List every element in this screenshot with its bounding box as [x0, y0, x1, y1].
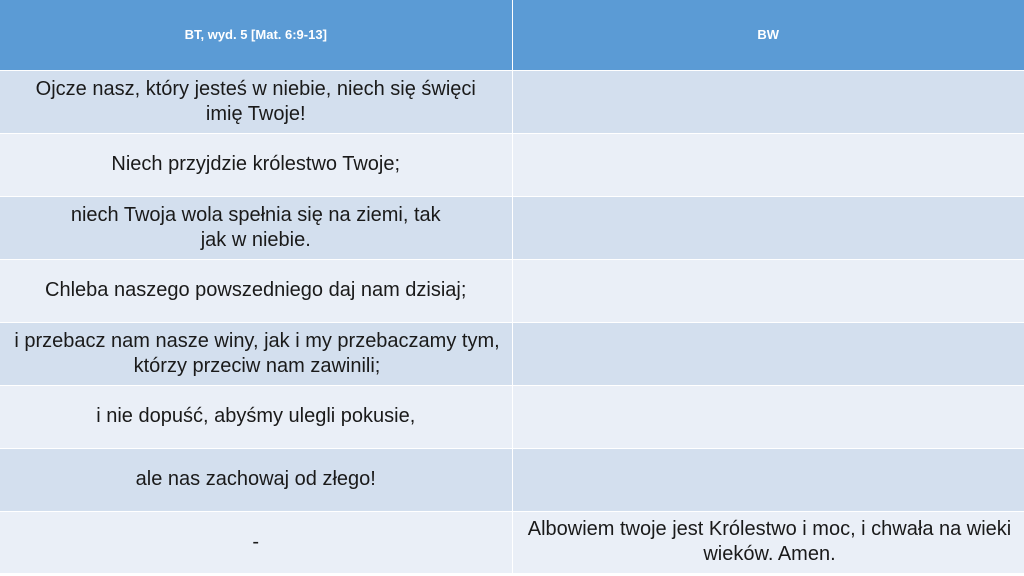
- header-bt: BT, wyd. 5 [Mat. 6:9-13]: [0, 0, 512, 70]
- cell-bt: [0, 196, 512, 259]
- cell-bw: [512, 385, 1024, 448]
- table-row: [0, 448, 1024, 511]
- cell-bt: [0, 448, 512, 511]
- cell-bw: [512, 448, 1024, 511]
- cell-bw-text: Albowiem twoje jest Królestwo i moc, i chwała na wieki wieków. Amen.: [527, 518, 1012, 566]
- cell-bt: [0, 133, 512, 196]
- cell-bt-text: ale nas zachowaj od złego!: [135, 468, 376, 490]
- table-row: [0, 385, 1024, 448]
- cell-bw: [512, 511, 1024, 573]
- header-bw: BW: [512, 0, 1024, 70]
- table-row: [0, 70, 1024, 133]
- cell-bt-text: i przebacz nam nasze winy, jak i my przebaczamy tym, którzy przeciw nam zawinili;: [14, 329, 500, 377]
- cell-bt-text: Ojcze nasz, który jesteś w niebie, niech się święci imię Twoje!: [35, 77, 476, 125]
- table-row: [0, 133, 1024, 196]
- cell-bt-text: Chleba naszego powszedniego daj nam dzisiaj;: [45, 279, 467, 301]
- table-header-row: [0, 0, 1024, 70]
- cell-bw: [512, 196, 1024, 259]
- table-row: [0, 196, 1024, 259]
- cell-bt: [0, 70, 512, 133]
- cell-bt: [0, 322, 512, 385]
- cell-bw: [512, 259, 1024, 322]
- cell-bw: [512, 133, 1024, 196]
- table-row: [0, 511, 1024, 573]
- cell-bt: [0, 385, 512, 448]
- cell-bt-text: niech Twoja wola spełnia się na ziemi, tak jak w niebie.: [70, 203, 441, 251]
- cell-bt: [0, 259, 512, 322]
- cell-bt-text: Niech przyjdzie królestwo Twoje;: [111, 153, 401, 175]
- table-row: [0, 259, 1024, 322]
- cell-bw: [512, 70, 1024, 133]
- table-row: [0, 322, 1024, 385]
- cell-bt-text: -: [252, 530, 260, 553]
- cell-bt-text: i nie dopuść, abyśmy ulegli pokusie,: [96, 405, 416, 427]
- cell-bt: [0, 511, 512, 573]
- cell-bw: [512, 322, 1024, 385]
